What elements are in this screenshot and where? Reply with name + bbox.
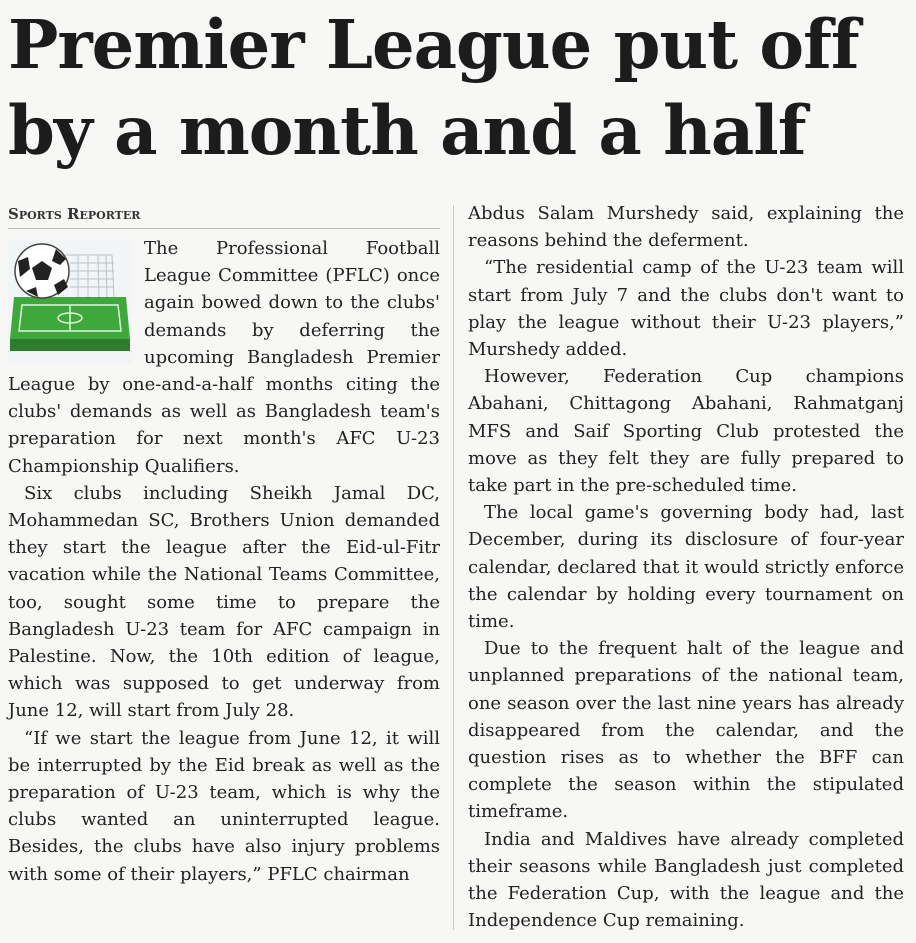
paragraph: Six clubs including Sheikh Jamal DC, Mohammedan SC, Brothers Union demanded they start the league after the Eid-ul-Fitr vacation while the National Teams Committee, too, sought some time to prepare the Bangladesh U-23 team for AFC campaign in Palestine. Now, the 10th edition of league, which was supposed to get underway from June 12, will start from July 28. (8, 482, 440, 722)
paragraph: The local game's governing body had, last December, during its disclosure of four-year calendar, declared that it would strictly enforce the calendar by holding every tournament on time. (468, 502, 904, 633)
soccer-ball-on-pitch-icon (8, 239, 132, 363)
article-column-right (468, 200, 904, 934)
paragraph: India and Maldives have already completed their seasons while Bangladesh just completed the Federation Cup, with the league and the Independence Cup remaining. (468, 828, 904, 932)
paragraph: The Professional Football League Committee (PFLC) once again bowed down to the clubs' demands by deferring the upcoming Bangladesh Premier League by one-and-a-half months citing the clubs' demands as well as Bangladesh team's preparation for next month's AFC U-23 Championship Qualifiers. (8, 238, 440, 477)
paragraph: “If we start the league from June 12, it will be interrupted by the Eid break as well as the preparation of U-23 team, which is why the clubs wanted an uninterrupted league. Besides, the clubs have also injury problems with some of their players,” PFLC chairman (8, 727, 440, 885)
paragraph: However, Federation Cup champions Abahani, Chittagong Abahani, Rahmatganj MFS and Saif Sporting Club protested the move as they felt they are fully prepared to take part in the pre-scheduled time. (468, 366, 904, 497)
column-divider (453, 205, 454, 930)
article-column-left (8, 200, 440, 888)
paragraph: Abdus Salam Murshedy said, explaining the reasons behind the deferment. (468, 203, 904, 252)
paragraph: Due to the frequent halt of the league and unplanned preparations of the national team, one season over the last nine years has already disappeared from the calendar, and the question rises as to whether the BFF can complete the season within the stipulated timeframe. (468, 638, 904, 823)
byline: Sports Reporter (8, 200, 440, 229)
paragraph: “The residential camp of the U-23 team will start from July 7 and the clubs don't want to play the league without their U-23 players,” Murshedy added. (468, 257, 904, 361)
headline: Premier League put off by a month and a half (8, 5, 859, 170)
